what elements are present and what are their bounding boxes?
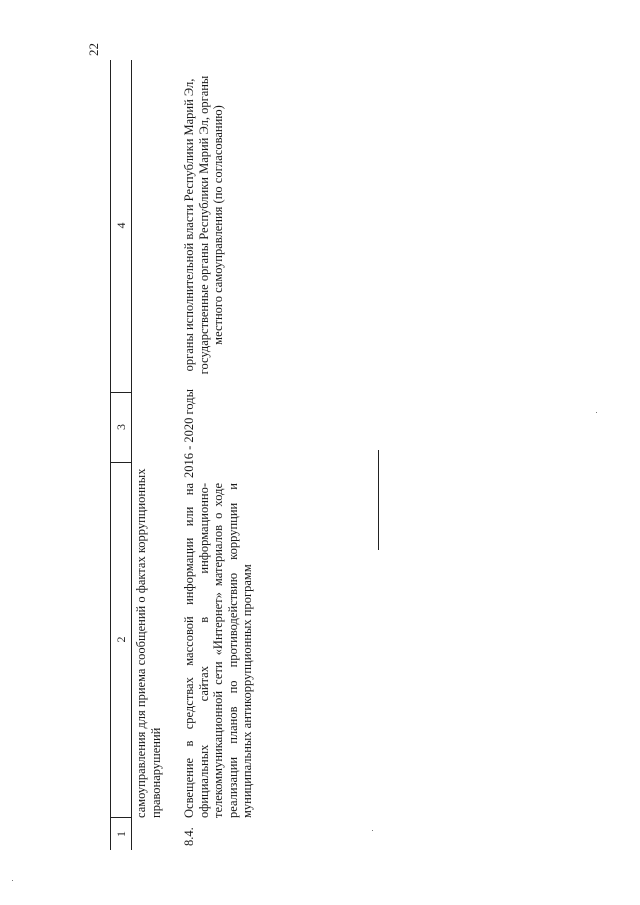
row-responsible: органы исполнительной власти Республики Марий Эл, государственные органы Республики Марий Эл, органы местного самоуправления (по согласованию) — [182, 75, 225, 375]
row-description: Освещение в средствах массовой информации или на официальных сайтах в информационно-телекоммуникационной сети «Интернет» материалов о ходе реализации планов по противодействию коррупции и муниципальных антикоррупционных программ — [182, 483, 254, 818]
row-number: 8.4. — [182, 827, 196, 846]
page-number: 22 — [86, 43, 101, 56]
continuation-text: самоуправления для приема сообщений о фактах коррупционных правонарушений — [134, 468, 163, 818]
header-col-3: 3 — [111, 392, 131, 463]
header-col-1: 1 — [114, 831, 128, 837]
row-period: 2016 - 2020 годы — [182, 388, 196, 478]
table-header-row — [110, 60, 132, 850]
document-sheet — [110, 60, 530, 850]
scan-speck — [12, 880, 13, 881]
scan-speck — [372, 830, 373, 831]
header-col-2: 2 — [111, 462, 131, 818]
end-rule — [378, 450, 379, 550]
header-col-4: 4 — [111, 59, 131, 393]
scan-speck — [596, 412, 597, 413]
